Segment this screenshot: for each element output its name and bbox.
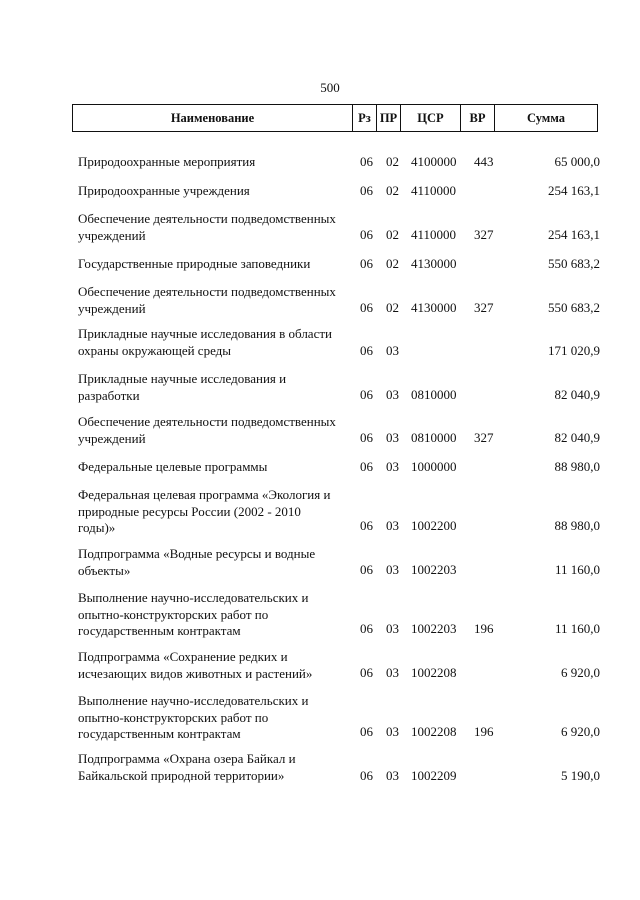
row-pr: 03	[386, 518, 399, 533]
row-sum: 254 163,1	[548, 227, 600, 242]
row-pr: 03	[386, 430, 399, 445]
row-name: Выполнение научно-исследовательских и опытно-конструкторских работ по государственным контрактам	[78, 590, 309, 638]
row-name: Природоохранные мероприятия	[78, 154, 256, 169]
row-csr: 1002203	[411, 562, 457, 577]
row-rz: 06	[360, 724, 373, 739]
row-name: Природоохранные учреждения	[78, 183, 250, 198]
row-sum: 82 040,9	[554, 430, 600, 445]
row-pr: 03	[386, 387, 399, 402]
row-name: Обеспечение деятельности подведомственных учреждений	[78, 284, 336, 316]
row-rz: 06	[360, 562, 373, 577]
row-pr: 02	[386, 227, 399, 242]
header-pr: ПР	[377, 105, 401, 131]
row-rz: 06	[360, 343, 373, 358]
row-sum: 82 040,9	[554, 387, 600, 402]
row-csr: 4100000	[411, 154, 457, 169]
row-name: Выполнение научно-исследовательских и опытно-конструкторских работ по государственным контрактам	[78, 693, 309, 741]
row-pr: 03	[386, 724, 399, 739]
row-rz: 06	[360, 387, 373, 402]
row-pr: 02	[386, 256, 399, 271]
row-csr: 1002208	[411, 724, 457, 739]
row-pr: 03	[386, 665, 399, 680]
row-rz: 06	[360, 430, 373, 445]
row-sum: 6 920,0	[561, 665, 600, 680]
row-sum: 550 683,2	[548, 256, 600, 271]
row-sum: 11 160,0	[554, 621, 600, 636]
header-vr: ВР	[461, 105, 495, 131]
row-name: Федеральная целевая программа «Экология и природные ресурсы России (2002 - 2010 годы)»	[78, 487, 331, 535]
row-csr: 1002200	[411, 518, 457, 533]
row-rz: 06	[360, 665, 373, 680]
row-name: Подпрограмма «Сохранение редких и исчезающих видов животных и растений»	[78, 649, 313, 681]
row-pr: 03	[386, 768, 399, 783]
row-name: Федеральные целевые программы	[78, 459, 268, 474]
row-sum: 6 920,0	[561, 724, 600, 739]
row-pr: 02	[386, 154, 399, 169]
row-csr: 4110000	[411, 183, 457, 198]
row-rz: 06	[360, 768, 373, 783]
row-sum: 5 190,0	[561, 768, 600, 783]
row-csr: 1002209	[411, 768, 457, 783]
row-csr: 0810000	[411, 387, 457, 402]
row-name: Обеспечение деятельности подведомственных учреждений	[78, 414, 336, 446]
row-csr: 4130000	[411, 300, 457, 315]
header-rz: Рз	[353, 105, 377, 131]
row-name: Прикладные научные исследования в области охраны окружающей среды	[78, 326, 332, 358]
row-vr: 443	[474, 154, 494, 169]
row-csr: 4110000	[411, 227, 457, 242]
row-sum: 254 163,1	[548, 183, 600, 198]
row-rz: 06	[360, 459, 373, 474]
row-vr: 196	[474, 621, 494, 636]
row-pr: 03	[386, 459, 399, 474]
row-rz: 06	[360, 154, 373, 169]
row-name: Обеспечение деятельности подведомственных учреждений	[78, 211, 336, 243]
header-name: Наименование	[73, 105, 353, 131]
row-name: Подпрограмма «Водные ресурсы и водные объекты»	[78, 546, 316, 578]
row-sum: 171 020,9	[548, 343, 600, 358]
row-rz: 06	[360, 183, 373, 198]
row-name: Государственные природные заповедники	[78, 256, 311, 271]
row-vr: 327	[474, 430, 494, 445]
row-rz: 06	[360, 518, 373, 533]
header-csr: ЦСР	[401, 105, 461, 131]
row-csr: 4130000	[411, 256, 457, 271]
row-sum: 65 000,0	[554, 154, 600, 169]
row-name: Подпрограмма «Охрана озера Байкал и Байкальской природной территории»	[78, 751, 296, 783]
row-name: Прикладные научные исследования и разработки	[78, 371, 287, 403]
row-vr: 196	[474, 724, 494, 739]
row-rz: 06	[360, 227, 373, 242]
page-number: 500	[320, 80, 340, 95]
row-pr: 03	[386, 343, 399, 358]
row-rz: 06	[360, 621, 373, 636]
row-csr: 0810000	[411, 430, 457, 445]
row-pr: 03	[386, 621, 399, 636]
row-vr: 327	[474, 300, 494, 315]
row-sum: 11 160,0	[554, 562, 600, 577]
row-pr: 02	[386, 300, 399, 315]
row-sum: 88 980,0	[554, 459, 600, 474]
row-csr: 1002203	[411, 621, 457, 636]
row-csr: 1000000	[411, 459, 457, 474]
row-rz: 06	[360, 256, 373, 271]
row-pr: 03	[386, 562, 399, 577]
header-sum: Сумма	[527, 110, 565, 125]
row-vr: 327	[474, 227, 494, 242]
row-sum: 550 683,2	[548, 300, 600, 315]
row-pr: 02	[386, 183, 399, 198]
row-csr: 1002208	[411, 665, 457, 680]
row-rz: 06	[360, 300, 373, 315]
row-sum: 88 980,0	[554, 518, 600, 533]
